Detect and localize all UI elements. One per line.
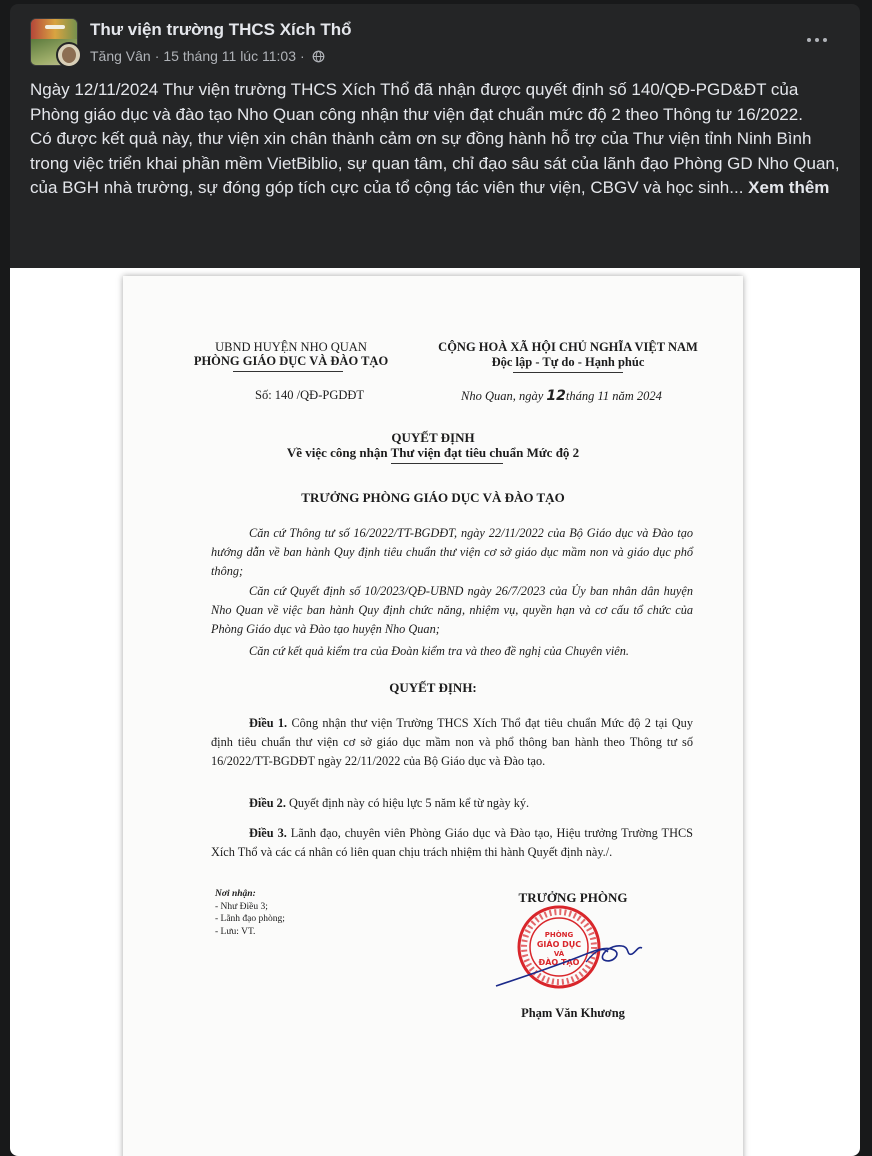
recipient-item: - Lãnh đạo phòng; (215, 914, 285, 924)
recipient-item: - Lưu: VT. (215, 926, 256, 937)
svg-text:ĐÀO TẠO: ĐÀO TẠO (538, 958, 580, 967)
meta-separator: · (154, 48, 160, 64)
post-body (30, 78, 850, 201)
post-paragraph-2-text: Có được kết quả này, thư viện xin chân thành cảm ơn sự đồng hành hỗ trợ của Thư viện tỉnh Ninh Bình trong việc triển khai phần mềm VietBiblio, sự quan tâm, chỉ đạo sâu sát của lãnh đạo Phòng GD Nho Quan, của BGH nhà trường, sự đóng góp tích cực của tổ cộng tác viên thư viện, CBGV và học sinh... (30, 129, 840, 198)
see-more-link[interactable]: Xem thêm (748, 178, 830, 198)
basis-paragraph-3: Căn cứ kết quả kiểm tra của Đoàn kiểm tra và theo đề nghị của Chuyên viên. (249, 644, 629, 658)
post-meta (90, 48, 325, 64)
svg-text:VÀ: VÀ (553, 950, 565, 958)
document-date (461, 388, 662, 404)
agency-line-2: PHÒNG GIÁO DỤC VÀ ĐÀO TẠO (193, 354, 389, 368)
recipient-item: - Như Điều 3; (215, 901, 268, 912)
more-options-icon[interactable] (802, 30, 832, 50)
article-3-label: Điều 3. (249, 826, 287, 840)
recipients-heading: Nơi nhận: (215, 889, 256, 899)
date-day: 12 (546, 388, 566, 404)
recipients-block (215, 888, 285, 938)
article-3 (211, 824, 693, 862)
post-timestamp-link[interactable]: 15 tháng 11 lúc 11:03 (163, 48, 296, 64)
svg-text:PHÒNG: PHÒNG (544, 931, 574, 939)
handwritten-signature (486, 916, 656, 996)
facebook-post (10, 4, 860, 1156)
subtitle-underline (391, 463, 503, 464)
author-avatar[interactable] (56, 42, 82, 68)
article-3-text: Lãnh đạo, chuyên viên Phòng Giáo dục và Đào tạo, Hiệu trưởng Trường THCS Xích Thổ và các cá nhân có liên quan chịu trách nhiệm thi hành Quyết định này./. (211, 826, 693, 859)
author-name-link[interactable]: Tăng Vân (90, 48, 151, 64)
meta-dot: · (299, 48, 305, 64)
agency-underline (233, 371, 343, 372)
issuer-heading: TRƯỞNG PHÒNG GIÁO DỤC VÀ ĐÀO TẠO (301, 490, 565, 505)
document-title: QUYẾT ĐỊNH (391, 430, 475, 445)
post-paragraph-2 (30, 127, 850, 201)
article-2-text: Quyết định này có hiệu lực 5 năm kể từ ngày ký. (285, 796, 530, 810)
article-2 (211, 794, 693, 813)
article-1-label: Điều 1. (249, 716, 288, 730)
page-name-link[interactable]: Thư viện trường THCS Xích Thổ (90, 20, 352, 39)
post-header (10, 4, 860, 74)
article-1 (211, 714, 693, 771)
date-suffix: tháng 11 năm 2024 (565, 389, 662, 403)
national-title: CỘNG HOÀ XÃ HỘI CHỦ NGHĨA VIỆT NAM (438, 340, 698, 354)
post-paragraph-1: Ngày 12/11/2024 Thư viện trường THCS Xích Thổ đã nhận được quyết định số 140/QĐ-PGD&ĐT của Phòng giáo dục và đào tạo Nho Quan công nhận thư viện đạt chuẩn mức độ 2 theo Thông tư 16/2022. (30, 80, 803, 124)
motto-underline (513, 372, 623, 373)
document-number: Số: 140 /QĐ-PGDĐT (255, 388, 365, 402)
document-subtitle: Về việc công nhận Thư viện đạt tiêu chuẩn Mức độ 2 (286, 445, 580, 460)
post-photo[interactable] (10, 268, 860, 1156)
signer-name: Phạm Văn Khương (521, 1006, 625, 1020)
national-motto: Độc lập - Tự do - Hạnh phúc (491, 355, 645, 369)
article-1-text: Công nhận thư viện Trường THCS Xích Thổ đạt tiêu chuẩn Mức độ 2 tại Quy định tiêu chuẩn thư viện cơ sở giáo dục mầm non và phổ thông ban hành theo Thông tư số 16/2022/TT-BGDĐT ngày 22/11/2022 của Bộ Giáo dục và Đào tạo. (211, 716, 693, 768)
agency-line-1: UBND HUYỆN NHO QUAN (215, 340, 367, 354)
basis-paragraph-2: Căn cứ Quyết định số 10/2023/QĐ-UBND ngày 26/7/2023 của Ủy ban nhân dân huyện Nho Quan về việc ban hành Quy định chức năng, nhiệm vụ, quyền hạn và cơ cấu tổ chức của Phòng Giáo dục và Đào tạo huyện Nho Quan; (211, 584, 693, 636)
globe-icon[interactable] (312, 50, 325, 63)
article-2-label: Điều 2. (249, 796, 286, 810)
date-prefix: Nho Quan, ngày (461, 389, 547, 403)
signer-title: TRƯỞNG PHÒNG (518, 890, 628, 905)
decide-heading: QUYẾT ĐỊNH: (389, 680, 477, 695)
decision-document (123, 276, 743, 1156)
svg-text:GIÁO DỤC: GIÁO DỤC (536, 940, 582, 949)
basis-paragraph-1: Căn cứ Thông tư số 16/2022/TT-BGDĐT, ngày 22/11/2022 của Bộ Giáo dục và Đào tạo hướng dẫn về ban hành Quy định tiêu chuẩn thư viện cơ sở giáo dục mầm non và giáo dục phổ thông; (211, 526, 693, 578)
